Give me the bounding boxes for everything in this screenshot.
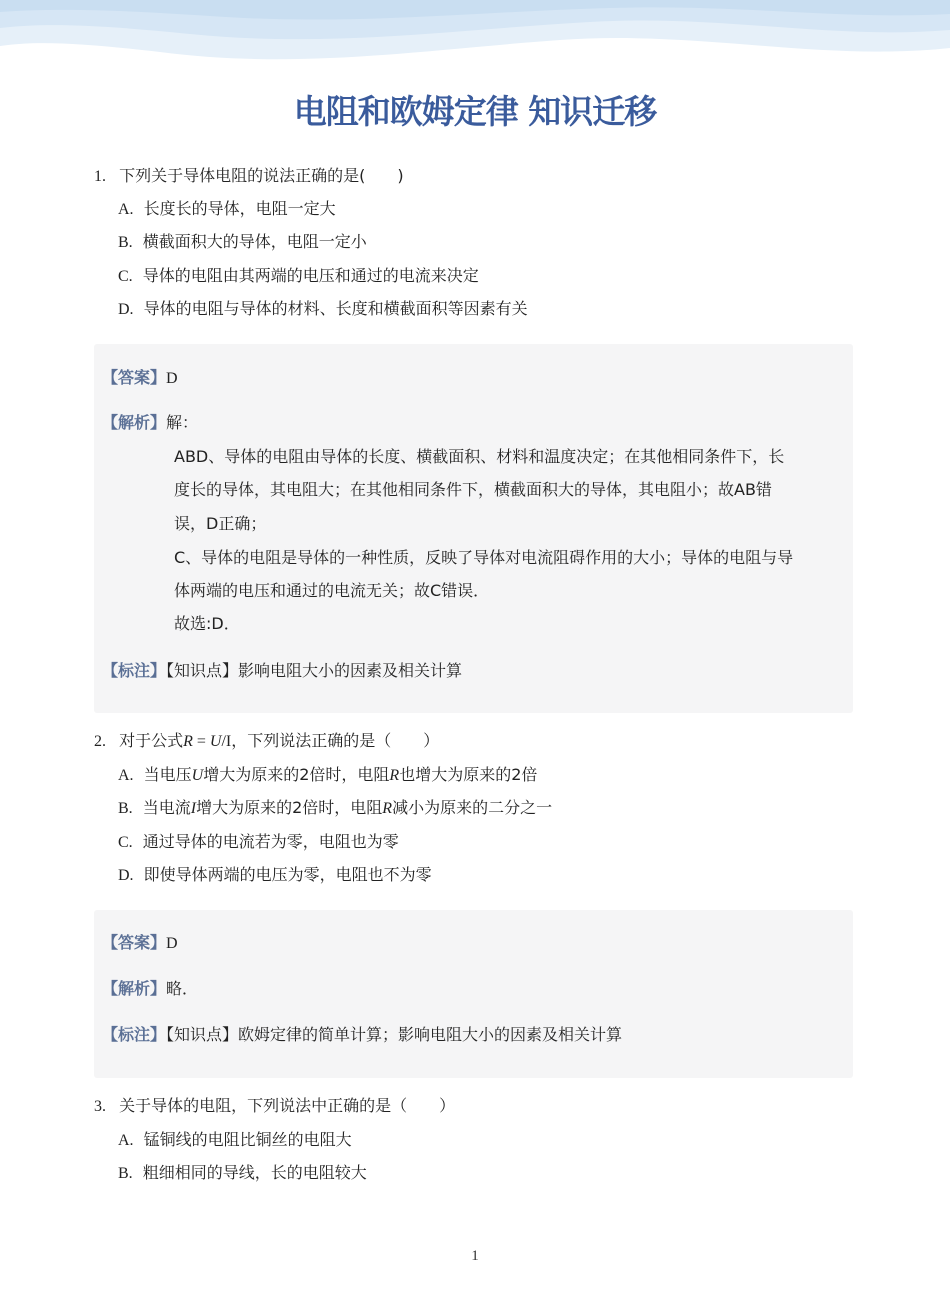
analysis-line: 体两端的电压和通过的电流无关；故C错误． (174, 581, 490, 600)
question-1-option-c (118, 266, 479, 287)
question-1-analysis-head (102, 413, 198, 433)
option-letter: B. (118, 1165, 133, 1182)
option-letter: B. (118, 234, 133, 251)
question-text-pre: 对于公式 (119, 731, 184, 750)
variable-r: R (382, 800, 393, 817)
formula-r: R (183, 733, 193, 750)
note-text: 【知识点】欧姆定律的简单计算；影响电阻大小的因素及相关计算 (166, 1025, 623, 1044)
answer-value: D (166, 935, 178, 952)
question-2-option-b (118, 798, 552, 819)
option-text-part: 增大为原来的2倍时，电阻 (203, 765, 390, 784)
option-text: 长度长的导体，电阻一定大 (143, 199, 336, 218)
option-text-part: 也增大为原来的2倍 (399, 765, 538, 784)
option-letter: A. (118, 1132, 134, 1149)
option-text: 横截面积大的导体，电阻一定小 (142, 232, 367, 251)
variable-u: U (191, 767, 204, 784)
option-text-part: 当电流 (142, 798, 191, 817)
option-letter: C. (118, 268, 133, 285)
formula-rest: /I (221, 733, 232, 750)
note-label: 【标注】 (102, 661, 167, 680)
question-number: 1. (94, 168, 106, 185)
question-2-note (102, 1025, 622, 1045)
analysis-line: 度长的导体，其电阻大；在其他相同条件下，横截面积大的导体，其电阻小；故AB错 (174, 480, 772, 499)
question-text-post: ，下列说法正确的是（ ） (231, 731, 440, 750)
option-text (144, 765, 538, 784)
analysis-line: 误，D正确； (174, 514, 267, 533)
variable-r: R (389, 767, 400, 784)
option-text: 粗细相同的导线，长的电阻较大 (142, 1163, 367, 1182)
formula-u: U (209, 733, 222, 750)
analysis-line: ABD、导体的电阻由导体的长度、横截面积、材料和温度决定；在其他相同条件下，长 (174, 447, 785, 466)
analysis-text: 略． (166, 979, 199, 998)
answer-value: D (166, 370, 178, 387)
question-1-stem (94, 166, 404, 187)
option-text-part: 减小为原来的二分之一 (392, 798, 553, 817)
question-2-option-d (118, 865, 432, 886)
question-number: 2. (94, 733, 106, 750)
analysis-line: C、导体的电阻是导体的一种性质，反映了导体对电流阻碍作用的大小；导体的电阻与导 (174, 548, 794, 567)
option-text (143, 798, 552, 817)
question-text: 下列关于导体电阻的说法正确的是( ) (119, 166, 404, 185)
question-text: 关于导体的电阻，下列说法中正确的是（ ） (119, 1096, 456, 1115)
question-3-option-a (118, 1130, 352, 1151)
variable-i: I (190, 800, 197, 817)
question-2-answer (102, 933, 178, 954)
header-wave-banner (0, 0, 950, 72)
formula-equals: = (192, 733, 210, 750)
option-text: 导体的电阻由其两端的电压和通过的电流来决定 (142, 266, 479, 285)
question-1-option-b (118, 232, 367, 253)
answer-label: 【答案】 (102, 933, 167, 952)
question-2-analysis (102, 979, 198, 999)
question-number: 3. (94, 1098, 106, 1115)
option-letter: B. (118, 800, 133, 817)
question-2-option-a (118, 765, 537, 786)
note-text: 【知识点】影响电阻大小的因素及相关计算 (166, 661, 463, 680)
analysis-line: 故选:D． (174, 614, 240, 633)
question-1-answer (102, 368, 178, 389)
option-letter: A. (118, 201, 134, 218)
option-letter: D. (118, 301, 134, 318)
option-letter: D. (118, 867, 134, 884)
question-2-solution-box (94, 910, 853, 1078)
page-number: 1 (471, 1248, 479, 1264)
option-letter: A. (118, 767, 134, 784)
option-text-part: 增大为原来的2倍时，电阻 (196, 798, 383, 817)
note-label: 【标注】 (102, 1025, 167, 1044)
question-2-option-c (118, 832, 399, 853)
option-text: 即使导体两端的电压为零，电阻也不为零 (143, 865, 432, 884)
option-text: 导体的电阻与导体的材料、长度和横截面积等因素有关 (143, 299, 528, 318)
analysis-head-text: 解： (166, 413, 199, 432)
option-text-part: 当电压 (143, 765, 192, 784)
page-title: 电阻和欧姆定律 知识迁移 (293, 92, 657, 131)
question-1-note (102, 661, 462, 681)
option-text: 锰铜线的电阻比铜丝的电阻大 (143, 1130, 352, 1149)
answer-label: 【答案】 (102, 368, 167, 387)
question-2-stem (94, 731, 439, 752)
analysis-label: 【解析】 (102, 979, 167, 998)
question-1-option-d (118, 299, 528, 320)
question-1-option-a (118, 199, 336, 220)
analysis-label: 【解析】 (102, 413, 167, 432)
option-text: 通过导体的电流若为零，电阻也为零 (142, 832, 399, 851)
question-3-option-b (118, 1163, 367, 1184)
question-3-stem (94, 1096, 455, 1117)
option-letter: C. (118, 834, 133, 851)
